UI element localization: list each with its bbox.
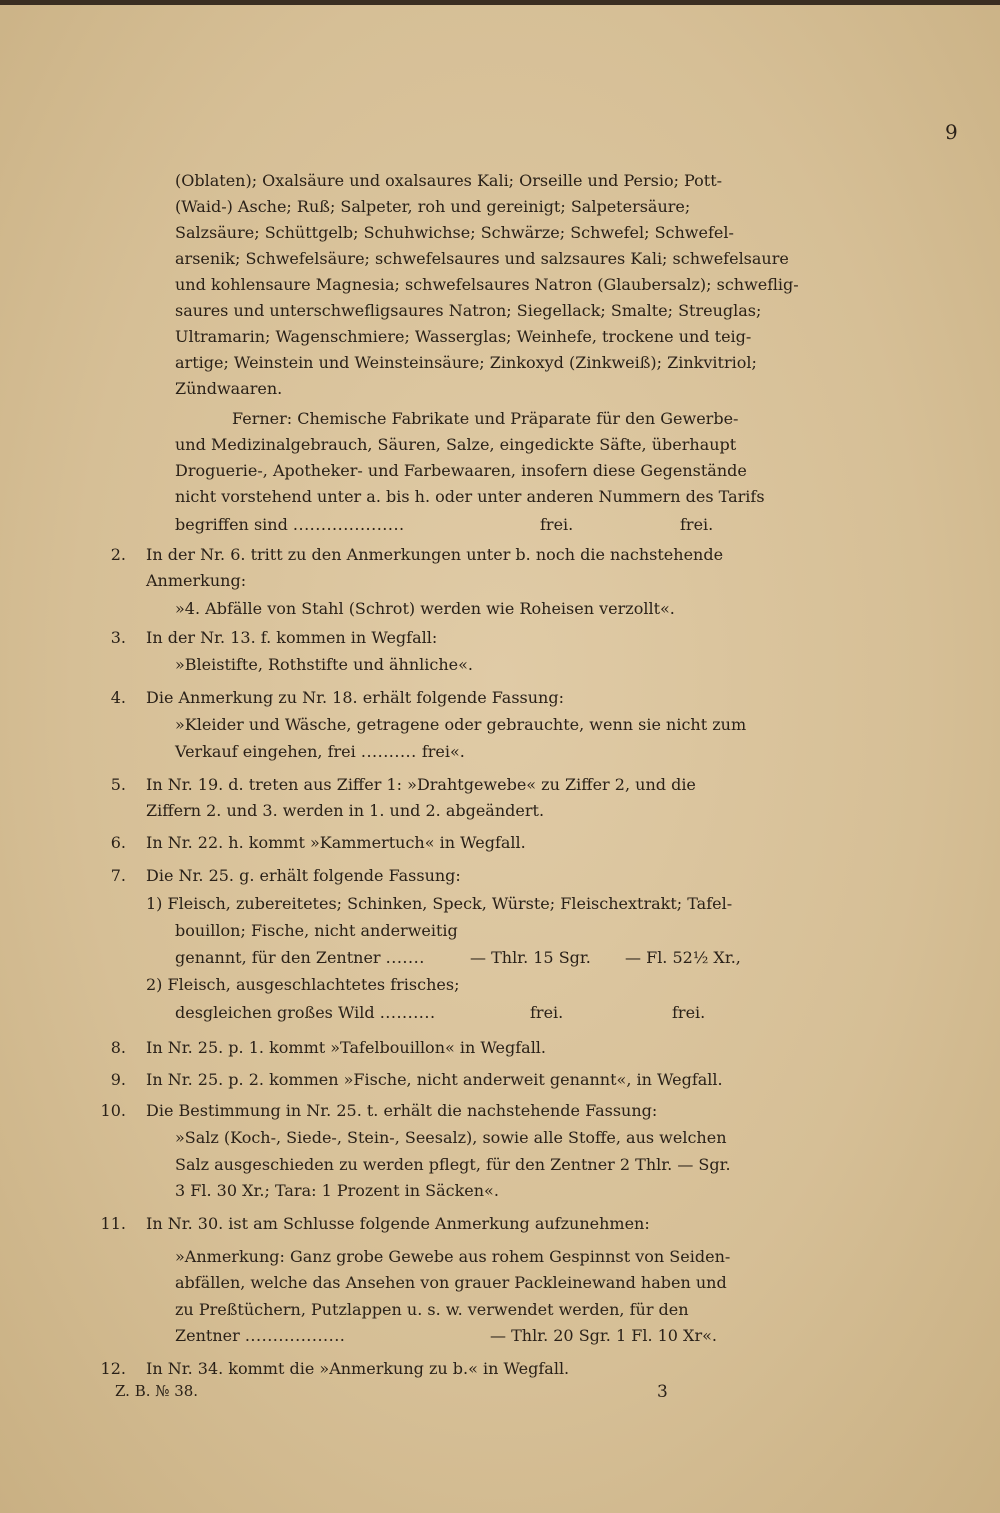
text-line: zu Preßtüchern, Putzlappen u. s. w. verwendet werden, für den (175, 1300, 689, 1319)
item-number: 6. (110, 833, 126, 852)
value-col2: — Fl. 52½ Xr., (625, 948, 741, 967)
text-line: In Nr. 25. p. 2. kommen »Fische, nicht anderweit genannt«, in Wegfall. (146, 1070, 723, 1089)
value-text: frei«. (421, 742, 465, 761)
value-col1: — Thlr. 20 Sgr. 1 Fl. 10 Xr«. (490, 1326, 717, 1345)
text-line (175, 945, 425, 971)
text-line: Ferner: Chemische Fabrikate und Präparate für den Gewerbe- (232, 409, 739, 428)
text-line: »Bleistifte, Rothstifte und ähnliche«. (175, 655, 474, 674)
text-line: saures und unterschwefligsaures Natron; Siegellack; Smalte; Streuglas; (175, 301, 762, 320)
text-line: In Nr. 19. d. treten aus Ziffer 1: »Drahtgewebe« zu Ziffer 2, und die (146, 775, 696, 794)
text-line: und Medizinalgebrauch, Säuren, Salze, eingedickte Säfte, überhaupt (175, 435, 737, 454)
text-line: bouillon; Fische, nicht anderweitig (175, 921, 458, 940)
text-line: Droguerie-, Apotheker- und Farbewaaren, insofern diese Gegenstände (175, 461, 747, 480)
text-line: artige; Weinstein und Weinsteinsäure; Zinkoxyd (Zinkweiß); Zinkvitriol; (175, 353, 757, 372)
page-top-border (0, 0, 1000, 5)
text-line: Die Nr. 25. g. erhält folgende Fassung: (146, 866, 461, 885)
line-text: Verkauf eingehen, frei (175, 742, 356, 761)
text-line: »Anmerkung: Ganz grobe Gewebe aus rohem Gespinnst von Seiden- (175, 1247, 731, 1266)
page-number: 9 (945, 120, 958, 144)
text-line: »Kleider und Wäsche, getragene oder gebrauchte, wenn sie nicht zum (175, 715, 747, 734)
item-number: 9. (110, 1070, 126, 1089)
item-number: 10. (100, 1101, 126, 1120)
dot-leader: .......... (360, 742, 417, 761)
item-number: 11. (100, 1214, 126, 1233)
item-number: 7. (110, 866, 126, 885)
text-line: In Nr. 25. p. 1. kommt »Tafelbouillon« in Wegfall. (146, 1038, 547, 1057)
item-number: 3. (110, 628, 126, 647)
dot-leader: ....... (385, 948, 425, 967)
text-line: In Nr. 34. kommt die »Anmerkung zu b.« in Wegfall. (146, 1359, 570, 1378)
value-col2: frei. (672, 1003, 706, 1022)
text-line: In der Nr. 13. f. kommen in Wegfall: (146, 628, 438, 647)
text-line: (Waid-) Asche; Ruß; Salpeter, roh und gereinigt; Salpetersäure; (175, 197, 691, 216)
text-line: 2) Fleisch, ausgeschlachtetes frisches; (146, 975, 460, 994)
line-text: desgleichen großes Wild (175, 1003, 375, 1022)
dot-leader: .......... (379, 1003, 436, 1022)
text-line: Ziffern 2. und 3. werden in 1. und 2. abgeändert. (146, 801, 545, 820)
line-text: Zentner (175, 1326, 240, 1345)
dot-leader: .................... (292, 515, 405, 534)
value-col1: — Thlr. 15 Sgr. (470, 948, 591, 967)
item-number: 12. (100, 1359, 126, 1378)
value-col1: frei. (530, 1003, 564, 1022)
text-line: abfällen, welche das Ansehen von grauer Packleinewand haben und (175, 1273, 727, 1292)
text-line: Salz ausgeschieden zu werden pflegt, für den Zentner 2 Thlr. — Sgr. (175, 1155, 731, 1174)
sheet-number: 3 (657, 1382, 668, 1402)
text-line: »Salz (Koch-, Siede-, Stein-, Seesalz), sowie alle Stoffe, aus welchen (175, 1128, 727, 1147)
text-line: 3 Fl. 30 Xr.; Tara: 1 Prozent in Säcken«. (175, 1181, 499, 1200)
text-line: In der Nr. 6. tritt zu den Anmerkungen unter b. noch die nachstehende (146, 545, 724, 564)
text-line: nicht vorstehend unter a. bis h. oder unter anderen Nummern des Tarifs (175, 487, 765, 506)
text-line: Salzsäure; Schüttgelb; Schuhwichse; Schwärze; Schwefel; Schwefel- (175, 223, 734, 242)
text-line (175, 512, 405, 538)
text-line (175, 1323, 345, 1349)
text-line: (Oblaten); Oxalsäure und oxalsaures Kali; Orseille und Persio; Pott- (175, 171, 723, 190)
value-col1: frei. (540, 515, 574, 534)
text-line: Anmerkung: (146, 571, 247, 590)
text-line: und kohlensaure Magnesia; schwefelsaures Natron (Glaubersalz); schweflig- (175, 275, 799, 294)
line-text: begriffen sind (175, 515, 288, 534)
text-line: In Nr. 30. ist am Schlusse folgende Anmerkung aufzunehmen: (146, 1214, 650, 1233)
text-line: »4. Abfälle von Stahl (Schrot) werden wie Roheisen verzollt«. (175, 599, 675, 618)
line-text: genannt, für den Zentner (175, 948, 381, 967)
item-number: 4. (110, 688, 126, 707)
text-line: Die Bestimmung in Nr. 25. t. erhält die nachstehende Fassung: (146, 1101, 658, 1120)
item-number: 8. (110, 1038, 126, 1057)
text-line: Ultramarin; Wagenschmiere; Wasserglas; Weinhefe, trockene und teig- (175, 327, 752, 346)
value-col2: frei. (680, 515, 714, 534)
text-line: Die Anmerkung zu Nr. 18. erhält folgende Fassung: (146, 688, 564, 707)
text-line: In Nr. 22. h. kommt »Kammertuch« in Wegfall. (146, 833, 526, 852)
text-line (175, 739, 465, 765)
text-line: Zündwaaren. (175, 379, 283, 398)
item-number: 5. (110, 775, 126, 794)
item-number: 2. (110, 545, 126, 564)
text-line: 1) Fleisch, zubereitetes; Schinken, Speck, Würste; Fleischextrakt; Tafel- (146, 894, 733, 913)
text-line (175, 1000, 436, 1026)
dot-leader: .................. (244, 1326, 346, 1345)
signature-mark: Z. B. № 38. (115, 1382, 199, 1400)
text-line: arsenik; Schwefelsäure; schwefelsaures und salzsaures Kali; schwefelsaure (175, 249, 789, 268)
